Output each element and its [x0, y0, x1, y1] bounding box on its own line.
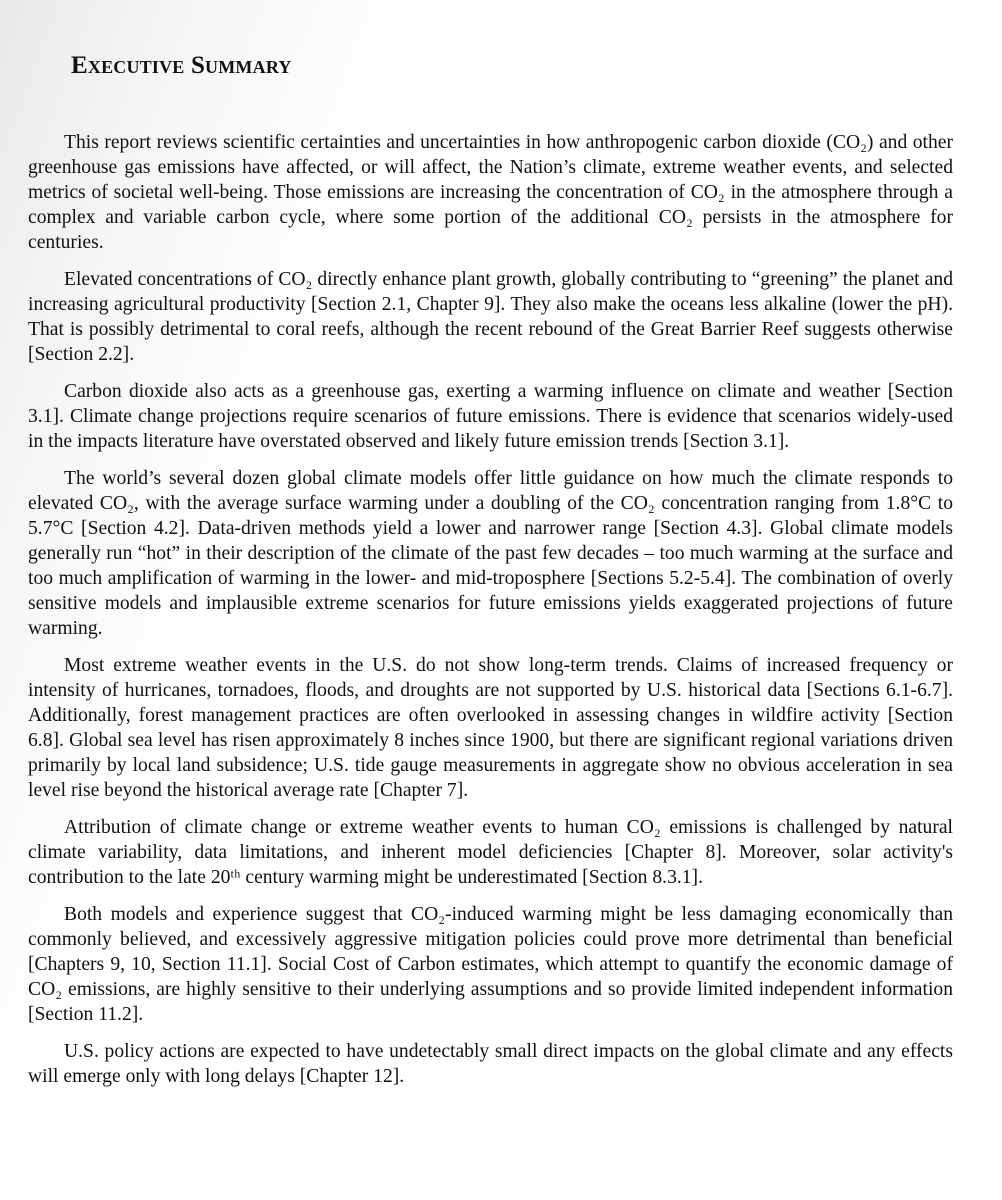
paragraph-climate-models: The world’s several dozen global climate models offer little guidance on how much the climate responds to elevated CO₂, with the average surface warming under a doubling of the CO₂ concentration ranging from 1.8°C to 5.7°C [Section 4.2]. Data-driven methods yield a lower and narrower range [Section 4.3]. Global climate models generally run “hot” in their description of the climate of the past few decades – too much warming at the surface and too much amplification of warming in the lower- and mid-troposphere [Sections 5.2-5.4]. The combination of overly sensitive models and implausible extreme scenarios for future emissions yields exaggerated projections of future warming. [28, 468, 953, 639]
paragraph-greenhouse-gas: Carbon dioxide also acts as a greenhouse gas, exerting a warming influence on climate and weather [Section 3.1]. Climate change projections require scenarios of future emissions. There is evidence that scenarios widely-used in the impacts literature have overstated observed and likely future emission trends [Section 3.1]. [28, 381, 953, 452]
paragraph-policy: U.S. policy actions are expected to have undetectably small direct impacts on the global climate and any effects will emerge only with long delays [Chapter 12]. [28, 1041, 953, 1087]
document-body [28, 130, 953, 1089]
paragraph-plant-growth: Elevated concentrations of CO₂ directly enhance plant growth, globally contributing to “greening” the planet and increasing agricultural productivity [Section 2.1, Chapter 9]. They also make the oceans less alkaline (lower the pH). That is possibly detrimental to coral reefs, although the recent rebound of the Great Barrier Reef suggests otherwise [Section 2.2]. [28, 269, 953, 365]
paragraph-attribution: Attribution of climate change or extreme weather events to human CO₂ emissions is challenged by natural climate variability, data limitations, and inherent model deficiencies [Chapter 8]. Moreover, solar activity's contribution to the late 20ᵗʰ century warming might be underestimated [Section 8.3.1]. [28, 817, 953, 888]
paragraph-economics: Both models and experience suggest that CO₂-induced warming might be less damaging economically than commonly believed, and excessively aggressive mitigation policies could prove more detrimental than beneficial [Chapters 9, 10, Section 11.1]. Social Cost of Carbon estimates, which attempt to quantify the economic damage of CO₂ emissions, are highly sensitive to their underlying assumptions and so provide limited independent information [Section 11.2]. [28, 904, 953, 1025]
page-title: Executive Summary [71, 52, 292, 79]
paragraph-introduction: This report reviews scientific certainties and uncertainties in how anthropogenic carbon dioxide (CO₂) and other greenhouse gas emissions have affected, or will affect, the Nation’s climate, extreme weather events, and selected metrics of societal well-being. Those emissions are increasing the concentration of CO₂ in the atmosphere through a complex and variable carbon cycle, where some portion of the additional CO₂ persists in the atmosphere for centuries. [28, 132, 953, 253]
paragraph-extreme-weather: Most extreme weather events in the U.S. do not show long-term trends. Claims of increased frequency or intensity of hurricanes, tornadoes, floods, and droughts are not supported by U.S. historical data [Sections 6.1-6.7]. Additionally, forest management practices are often overlooked in assessing changes in wildfire activity [Section 6.8]. Global sea level has risen approximately 8 inches since 1900, but there are significant regional variations driven primarily by local land subsidence; U.S. tide gauge measurements in aggregate show no obvious acceleration in sea level rise beyond the historical average rate [Chapter 7]. [28, 655, 953, 801]
